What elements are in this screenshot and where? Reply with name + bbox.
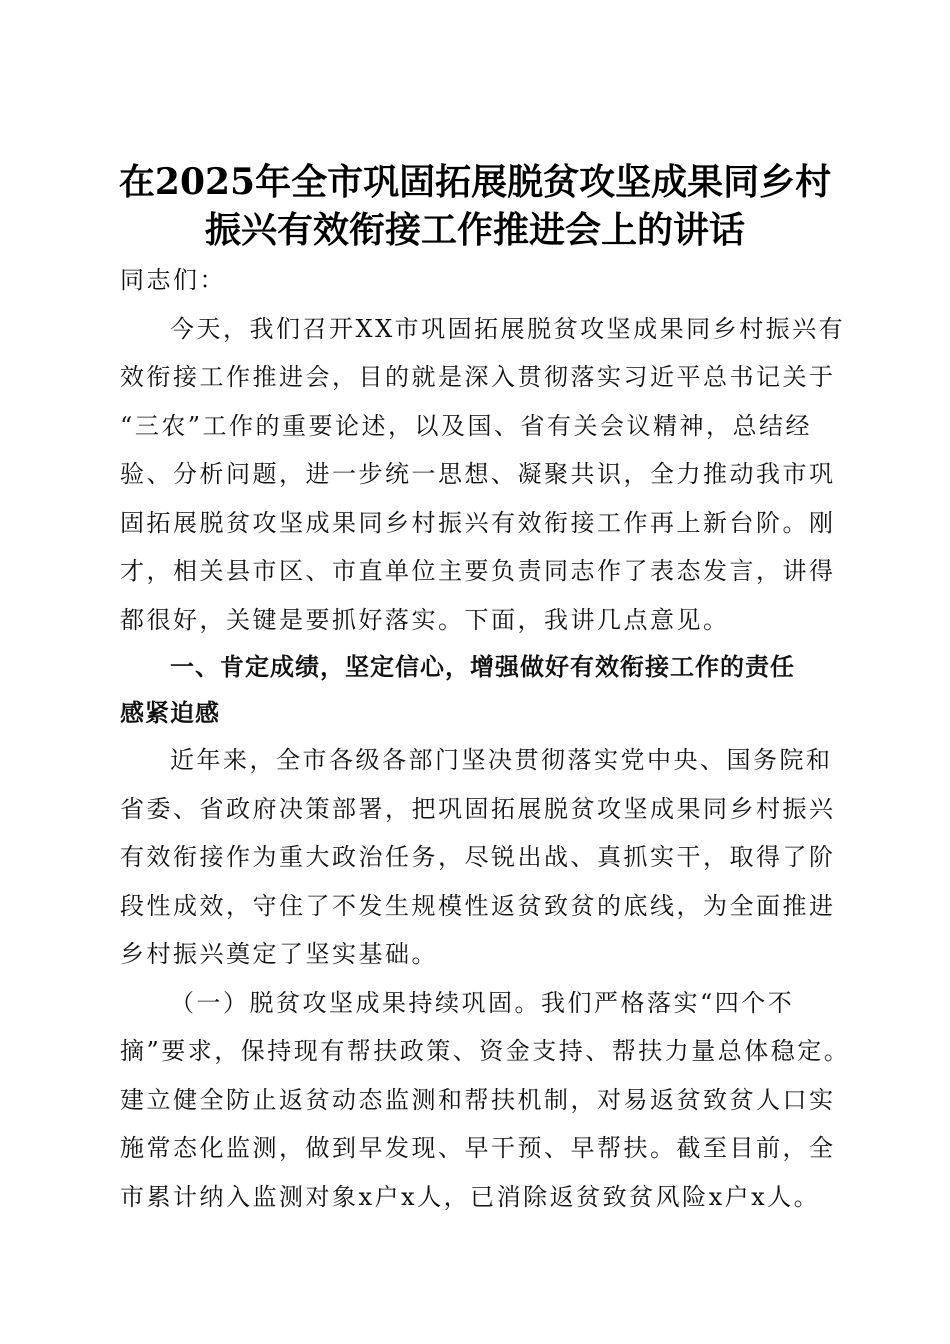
text-line: （一）脱贫攻坚成果持续巩固。我们严格落实“四个不 — [170, 988, 795, 1017]
text-line: 施常态化监测，做到早发现、早干预、早帮扶。截至目前，全 — [120, 1134, 836, 1162]
section-heading — [120, 644, 830, 736]
text-line: 今天，我们召开XX市巩固拓展脱贫攻坚成果同乡村振兴有 — [170, 314, 846, 343]
text-line: 建立健全防止返贫动态监测和帮扶机制，对易返贫致贫人口实 — [120, 1085, 836, 1114]
text-line: 市累计纳入监测对象x户x人，已消除返贫致贫风险x户x人。 — [120, 1182, 821, 1211]
document-title — [100, 158, 850, 254]
heading-line: 一、肯定成绩，坚定信心，增强做好有效衔接工作的责任 — [170, 653, 795, 681]
text-line: 都很好，关键是要抓好落实。下面，我讲几点意见。 — [120, 605, 730, 634]
document-body — [120, 256, 851, 1221]
text-line: 才，相关县市区、市直单位主要负责同志作了表态发言，讲得 — [120, 557, 836, 585]
salutation — [120, 256, 830, 305]
heading-line: 感紧迫感 — [120, 699, 220, 727]
paragraph-subsection-1 — [120, 979, 851, 1222]
text-line: 效衔接工作推进会，目的就是深入贯彻落实习近平总书记关于 — [120, 363, 836, 391]
text-line: 省委、省政府决策部署，把巩固拓展脱贫攻坚成果同乡村振兴 — [120, 794, 836, 823]
text-line: 固拓展脱贫攻坚成果同乡村振兴有效衔接工作再上新台阶。刚 — [120, 508, 836, 537]
text-line: 摘”要求，保持现有帮扶政策、资金支持、帮扶力量总体稳定。 — [120, 1037, 851, 1065]
paragraph-opening — [120, 305, 846, 645]
text-line: 验、分析问题，进一步统一思想、凝聚共识，全力推动我市巩 — [120, 460, 836, 488]
text-line: 段性成效，守住了不发生规模性返贫致贫的底线，为全面推进 — [120, 891, 836, 920]
title-line: 在2025年全市巩固拓展脱贫攻坚成果同乡村 — [118, 161, 832, 204]
text-line: 有效衔接作为重大政治任务，尽锐出战、真抓实干，取得了阶 — [120, 843, 836, 871]
text-line: “三农”工作的重要论述，以及国、省有关会议精神，总结经 — [120, 411, 813, 440]
paragraph-achievements — [120, 736, 836, 979]
salutation-text: 同志们： — [120, 266, 226, 294]
text-line: 近年来，全市各级各部门坚决贯彻落实党中央、国务院和 — [170, 746, 833, 774]
title-line: 振兴有效衔接工作推进会上的讲话 — [204, 209, 745, 252]
text-line: 乡村振兴奠定了坚实基础。 — [120, 940, 438, 968]
